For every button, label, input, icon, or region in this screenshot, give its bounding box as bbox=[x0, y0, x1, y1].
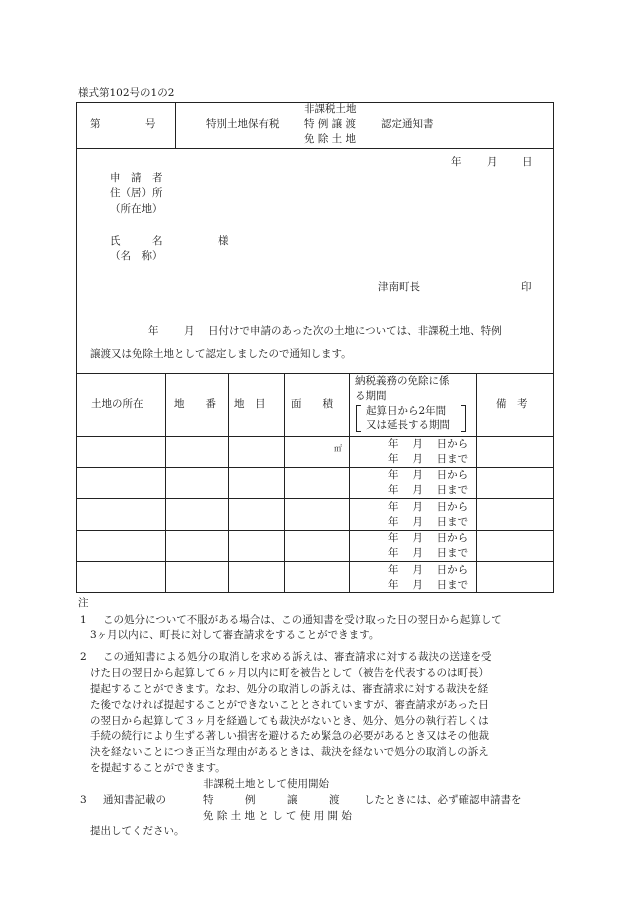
period-note-1: 起算日から2年間 bbox=[366, 405, 447, 417]
col-divider-4 bbox=[349, 373, 350, 593]
col-header-period-2: る期間 bbox=[355, 390, 387, 402]
period-from: 年 月 日から bbox=[388, 469, 469, 481]
number-suffix: 号 bbox=[145, 118, 156, 130]
period-to: 年 月 日まで bbox=[388, 547, 469, 559]
document-title: 認定通知書 bbox=[381, 118, 434, 130]
col-header-remarks: 備 考 bbox=[496, 398, 528, 410]
notice-year: 年 bbox=[148, 325, 159, 337]
note-1-number: 1 bbox=[80, 614, 87, 626]
note-2-line: の翌日から起算して３ヶ月を経過しても裁決がないとき、処分、処分の執行若しくは bbox=[90, 715, 489, 727]
col-header-location: 土地の所在 bbox=[91, 398, 144, 410]
notes-heading: 注 bbox=[78, 597, 89, 609]
issuer: 津南町長 bbox=[378, 281, 420, 293]
period-from: 年 月 日から bbox=[388, 438, 469, 450]
row-line-4 bbox=[76, 561, 554, 562]
applicant-label: 申 請 者 bbox=[110, 172, 163, 184]
col-header-lot-number: 地 番 bbox=[174, 398, 216, 410]
note-2-line: 決を経ないことにつき正当な理由があるときは、裁決を経ないで処分の取消しの訴え bbox=[90, 746, 489, 758]
period-to: 年 月 日まで bbox=[388, 579, 469, 591]
period-to: 年 月 日まで bbox=[388, 484, 469, 496]
tax-name: 特別土地保有税 bbox=[206, 118, 280, 130]
date-day: 日 bbox=[522, 156, 533, 168]
date-year: 年 bbox=[451, 156, 462, 168]
period-from: 年 月 日から bbox=[388, 564, 469, 576]
header-divider bbox=[76, 148, 554, 149]
date-month: 月 bbox=[487, 156, 498, 168]
table-top-line bbox=[76, 373, 554, 374]
col-divider-3 bbox=[284, 373, 285, 593]
note-3-suffix: したときには、必ず確認申請書を bbox=[364, 794, 522, 806]
note-3-option-2: 特 例 譲 渡 bbox=[203, 794, 340, 806]
number-prefix: 第 bbox=[90, 118, 101, 130]
note-2-line: けた日の翌日から起算して６ヶ月以内に町を被告として（被告を代表するのは町長） bbox=[90, 667, 489, 679]
note-3-option-3: 免 除 土 地 と し て 使 用 開 始 bbox=[203, 810, 352, 822]
col-divider-2 bbox=[228, 373, 229, 593]
name-label: 氏 名 bbox=[110, 235, 163, 247]
note-3-line: 提出してください。 bbox=[90, 825, 185, 837]
note-3-prefix: 通知書記載の bbox=[103, 794, 166, 806]
row-line-2 bbox=[76, 498, 554, 499]
note-2-line: 提起することができます。なお、処分の取消しの訴えは、審査請求に対する裁決を経 bbox=[90, 683, 489, 695]
notice-month: 月 bbox=[184, 325, 195, 337]
form-number: 様式第102号の1の2 bbox=[78, 87, 175, 99]
seal-mark: 印 bbox=[521, 281, 532, 293]
row-line-3 bbox=[76, 530, 554, 531]
note-2-line: を提起することができます。 bbox=[90, 762, 226, 774]
period-from: 年 月 日から bbox=[388, 501, 469, 513]
col-divider-5 bbox=[476, 373, 477, 593]
note-2-number: 2 bbox=[80, 651, 87, 663]
note-3-number: 3 bbox=[80, 794, 87, 806]
note-2-line: この通知書による処分の取消しを求める訴えは、審査請求に対する裁決の送達を受 bbox=[103, 651, 492, 663]
col-divider-1 bbox=[165, 373, 166, 593]
row-line-0 bbox=[76, 436, 554, 437]
period-to: 年 月 日まで bbox=[388, 453, 469, 465]
note-1-line: 3ヶ月以内に、町長に対して審査請求をすることができます。 bbox=[90, 629, 380, 641]
area-unit: ㎡ bbox=[334, 444, 342, 453]
col-header-land-category: 地 目 bbox=[234, 398, 266, 410]
notice-line-1: 日付けで申請のあった次の土地については、非課税土地、特例 bbox=[208, 325, 502, 337]
col-header-area: 面 積 bbox=[291, 398, 333, 410]
number-cell-divider bbox=[175, 102, 176, 148]
honorific: 様 bbox=[218, 235, 229, 247]
land-type-special-transfer: 特 例 譲 渡 bbox=[304, 118, 357, 130]
period-to: 年 月 日まで bbox=[388, 516, 469, 528]
note-2-line: 手続の続行により生ずる著しい損害を避けるため緊急の必要があるとき又はその他裁 bbox=[90, 730, 489, 742]
location-label: （所在地） bbox=[110, 203, 163, 215]
land-type-exempt: 免 除 土 地 bbox=[304, 133, 357, 145]
land-type-non-taxable: 非課税土地 bbox=[304, 103, 357, 115]
corp-name-label: （名 称） bbox=[110, 250, 163, 262]
notice-line-2: 譲渡又は免除土地として認定しましたので通知します。 bbox=[90, 348, 352, 360]
note-1-line: この処分について不服がある場合は、この通知書を受け取った日の翌日から起算して bbox=[103, 614, 502, 626]
row-line-1 bbox=[76, 467, 554, 468]
address-label: 住（居）所 bbox=[110, 187, 163, 199]
period-bracket-right bbox=[461, 405, 466, 432]
period-note-2: 又は延長する期間 bbox=[366, 419, 450, 431]
note-3-option-1: 非課税土地として使用開始 bbox=[203, 778, 329, 790]
period-from: 年 月 日から bbox=[388, 532, 469, 544]
period-bracket-left bbox=[356, 405, 361, 432]
note-2-line: た後でなければ提起することができないこととされていますが、審査請求があった日 bbox=[90, 699, 489, 711]
col-header-period-1: 納税義務の免除に係 bbox=[355, 375, 450, 387]
